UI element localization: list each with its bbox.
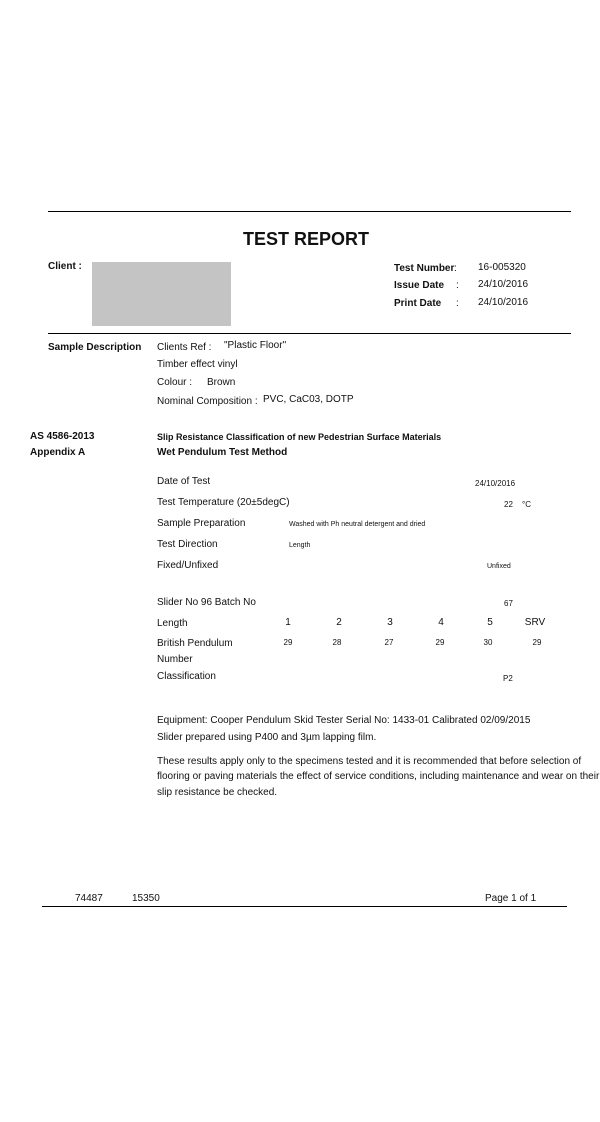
footer-rule: [42, 906, 567, 907]
disclaimer-line: slip resistance be checked.: [157, 787, 278, 798]
disclaimer-line: flooring or paving materials the effect of service conditions, including maintenance and wear on their: [157, 771, 600, 782]
issue-date-label: Issue Date: [394, 280, 445, 291]
bpn-value: 28: [332, 638, 342, 647]
column-header: 2: [336, 617, 342, 628]
client-redaction: [92, 262, 231, 326]
standard-appendix: Appendix A: [30, 447, 86, 458]
page-number: Page 1 of 1: [485, 893, 537, 904]
date-of-test-value: 24/10/2016: [475, 479, 516, 488]
classification-value: P2: [503, 674, 513, 683]
section-rule: [48, 333, 571, 334]
issue-date-sep: :: [456, 280, 459, 291]
standard-code: AS 4586-2013: [30, 431, 95, 442]
sample-description-label: Sample Description: [48, 342, 142, 353]
bpn-value: 30: [483, 638, 493, 647]
column-header: 4: [438, 617, 444, 628]
client-label: Client :: [48, 261, 82, 272]
print-date-value: 24/10/2016: [478, 297, 529, 308]
disclaimer-line: These results apply only to the specimens tested and it is recommended that before selection of: [157, 756, 582, 767]
clients-ref-label: Clients Ref :: [157, 342, 212, 353]
colour-label: Colour :: [157, 377, 193, 388]
test-direction-value: Length: [289, 542, 311, 549]
column-header: 3: [387, 617, 393, 628]
equipment-note: Equipment: Cooper Pendulum Skid Tester Serial No: 1433-01 Calibrated 02/09/2015: [157, 715, 531, 726]
standard-heading-2: Wet Pendulum Test Method: [157, 447, 288, 458]
column-header: 1: [285, 617, 291, 628]
results-row-label: Length: [157, 618, 188, 629]
temperature-label: Test Temperature (20±5degC): [157, 497, 290, 508]
test-number-sep: :: [454, 263, 457, 274]
fixed-unfixed-label: Fixed/Unfixed: [157, 560, 219, 571]
bpn-value: 29: [435, 638, 445, 647]
fixed-unfixed-value: Unfixed: [487, 563, 511, 570]
issue-date-value: 24/10/2016: [478, 279, 529, 290]
bpn-label-line-2: Number: [157, 654, 193, 665]
column-header-srv: SRV: [524, 617, 546, 628]
footer-ref-2: 15350: [132, 893, 160, 904]
slider-note: Slider prepared using P400 and 3µm lapping film.: [157, 732, 377, 743]
bpn-label-line-1: British Pendulum: [157, 638, 233, 649]
slider-batch-label: Slider No 96 Batch No: [157, 597, 256, 608]
top-rule: [48, 211, 571, 212]
date-of-test-label: Date of Test: [157, 476, 211, 487]
temperature-value: 22: [504, 500, 513, 509]
bpn-value: 27: [384, 638, 394, 647]
sample-preparation-label: Sample Preparation: [157, 518, 246, 529]
composition-value: PVC, CaC03, DOTP: [263, 394, 354, 405]
print-date-sep: :: [456, 298, 459, 309]
composition-label: Nominal Composition :: [157, 396, 258, 407]
column-header: 5: [487, 617, 493, 628]
srv-value: 29: [532, 638, 542, 647]
colour-value: Brown: [207, 377, 236, 388]
test-number-value: 16-005320: [478, 262, 526, 273]
temperature-unit: °C: [522, 500, 531, 509]
footer-ref-1: 74487: [75, 893, 103, 904]
slider-batch-value: 67: [504, 599, 513, 608]
print-date-label: Print Date: [394, 298, 442, 309]
sample-line-2: Timber effect vinyl: [157, 359, 238, 370]
clients-ref-value: "Plastic Floor": [224, 340, 287, 351]
classification-label: Classification: [157, 671, 216, 682]
bpn-value: 29: [283, 638, 293, 647]
test-number-label: Test Number: [394, 263, 455, 274]
sample-preparation-value: Washed with Ph neutral detergent and dried: [289, 521, 426, 528]
test-direction-label: Test Direction: [157, 539, 218, 550]
standard-heading-1: Slip Resistance Classification of new Pedestrian Surface Materials: [157, 432, 442, 442]
page-title: TEST REPORT: [242, 229, 369, 249]
